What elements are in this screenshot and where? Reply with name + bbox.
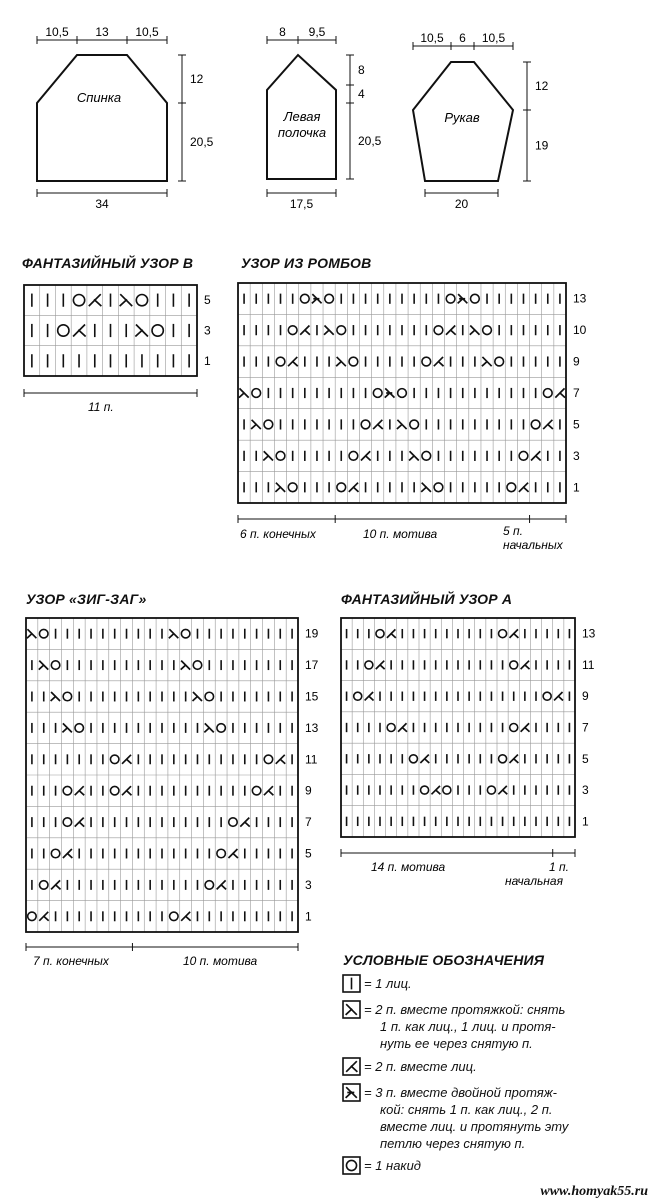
ssk-decrease (409, 451, 419, 460)
row-number: 11 (582, 657, 595, 672)
dimension-label: 19 (535, 138, 549, 153)
chart-b (24, 285, 211, 414)
k2tog-decrease (264, 786, 273, 795)
yarn-over (387, 723, 395, 731)
yarn-over (28, 912, 37, 921)
legend-text-line: = 1 накид (364, 1158, 421, 1173)
dimension-label: 20 (454, 197, 469, 211)
row-number: 1 (305, 909, 312, 924)
yarn-over (75, 724, 84, 733)
yarn-over (110, 786, 119, 795)
row-number: 3 (573, 448, 580, 463)
ssk-decrease (193, 692, 202, 701)
ssk-decrease (120, 294, 133, 306)
legend-text-line: = 1 лиц. (364, 976, 412, 991)
back-piece-outline (37, 55, 167, 181)
k2tog-decrease (434, 357, 444, 366)
ssk-decrease (470, 326, 480, 335)
row-number: 1 (573, 480, 580, 495)
row-number: 5 (573, 417, 580, 432)
legend-text-line: = 2 п. вместе лиц. (364, 1059, 477, 1074)
yarn-over (252, 786, 261, 795)
k2tog-decrease (521, 661, 530, 669)
dimension-label: 8 (279, 25, 286, 39)
row-number: 13 (573, 291, 587, 306)
k2tog-decrease (521, 723, 530, 731)
yarn-over (421, 786, 429, 794)
yarn-over (410, 420, 419, 429)
yarn-over (337, 483, 346, 492)
back-piece (37, 25, 214, 211)
yarn-over (376, 630, 384, 638)
stitch-count-label: 5 п. (503, 524, 523, 538)
dimension-label: 8 (358, 63, 365, 77)
yarn-over (499, 630, 507, 638)
row-number: 3 (582, 783, 589, 798)
yarn-over (409, 755, 417, 763)
yarn-over (483, 326, 492, 335)
ssk-decrease (135, 325, 148, 337)
chart-b-title: ФАНТАЗИЙНЫЙ УЗОР В (22, 255, 194, 271)
yarn-over (346, 1160, 356, 1170)
ssk-decrease (169, 629, 178, 638)
row-number: 1 (204, 353, 211, 368)
yarn-over (252, 389, 261, 398)
k2tog-decrease (240, 818, 249, 827)
ssk-decrease (251, 420, 261, 429)
legend-text-line: = 3 п. вместе двойной протяж- (364, 1085, 557, 1100)
yarn-over (229, 818, 238, 827)
k2tog-decrease (531, 451, 541, 460)
yarn-over (110, 755, 119, 764)
yarn-over (349, 451, 358, 460)
k2tog-decrease (73, 325, 86, 337)
k2tog-decrease (376, 661, 385, 669)
row-number: 17 (305, 658, 319, 673)
ssk-decrease (324, 326, 334, 335)
pattern-pieces (37, 25, 549, 211)
yarn-over (446, 294, 455, 303)
legend-symbol-box (343, 1157, 360, 1174)
k2tog-decrease (181, 912, 190, 921)
k2tog-decrease (431, 786, 440, 794)
row-number: 9 (582, 689, 589, 704)
yarn-over (495, 357, 504, 366)
k2tog-decrease (122, 755, 131, 764)
stitch-charts (24, 283, 596, 968)
chart-a-title: ФАНТАЗИЙНЫЙ УЗОР А (341, 591, 513, 607)
yarn-over (205, 881, 214, 890)
yarn-over (152, 325, 163, 336)
k2tog-decrease (398, 723, 407, 731)
row-number: 19 (305, 626, 319, 641)
chart-zig (26, 618, 319, 968)
legend-title: УСЛОВНЫЕ ОБОЗНАЧЕНИЯ (343, 952, 545, 968)
ssk-decrease (336, 357, 346, 366)
legend-symbols (343, 975, 360, 1174)
stitch-count-label: 11 п. (88, 400, 114, 414)
yarn-over (543, 389, 552, 398)
dimension-label: 12 (535, 79, 549, 93)
yarn-over (276, 357, 285, 366)
yarn-over (422, 451, 431, 460)
yarn-over (531, 420, 540, 429)
row-number: 13 (305, 720, 319, 735)
row-number: 15 (305, 689, 319, 704)
dimension-label: 10,5 (481, 31, 506, 45)
watermark: www.homyak55.ru (540, 1184, 648, 1199)
yarn-over (434, 483, 443, 492)
legend-text-line: 1 п. как лиц., 1 лиц. и протя- (380, 1019, 556, 1034)
k2tog-decrease (228, 849, 237, 858)
ssk-decrease (263, 451, 273, 460)
k2tog-decrease (39, 912, 48, 921)
chart-romb (238, 283, 587, 552)
dimension-label: 20,5 (358, 134, 382, 148)
yarn-over (510, 723, 518, 731)
dimension-label: 12 (190, 72, 204, 86)
yarn-over (471, 294, 480, 303)
stitch-count-label: 14 п. мотива (371, 860, 446, 874)
stitch-count-label: 6 п. конечных (240, 527, 316, 541)
row-number: 7 (573, 386, 580, 400)
k2tog-decrease (122, 786, 131, 795)
k2tog-decrease (519, 483, 529, 492)
k2tog-decrease (373, 420, 383, 429)
yarn-over (365, 661, 373, 669)
yarn-over (39, 629, 48, 638)
ssk-decrease (346, 1004, 357, 1015)
k2tog-decrease (63, 849, 72, 858)
dimension-label: 13 (95, 25, 109, 39)
k2tog-decrease (446, 326, 456, 335)
yarn-over (443, 786, 451, 794)
yarn-over (519, 451, 528, 460)
yarn-over (422, 357, 431, 366)
yarn-over (51, 849, 60, 858)
ssk-decrease (482, 357, 492, 366)
row-number: 13 (582, 626, 596, 641)
yarn-over (217, 849, 226, 858)
yarn-over (543, 692, 551, 700)
dimension-label: 34 (95, 197, 109, 211)
yarn-over (325, 294, 334, 303)
k2tog-decrease (509, 755, 518, 763)
yarn-over (337, 326, 346, 335)
yarn-over (354, 692, 362, 700)
row-number: 11 (305, 752, 318, 767)
yarn-over (288, 483, 297, 492)
k2tog-decrease (387, 629, 396, 637)
k2tog-decrease (361, 451, 371, 460)
yarn-over (63, 692, 72, 701)
k2tog-decrease (365, 692, 374, 700)
k2tog-decrease (349, 483, 359, 492)
k2tog-decrease (75, 818, 84, 827)
yarn-over (136, 295, 147, 306)
legend-text-line: нуть ее через снятую п. (380, 1036, 533, 1051)
piece-label: полочка (277, 125, 327, 140)
k2tog-decrease (554, 692, 563, 700)
ssk-decrease (204, 723, 213, 732)
k2tog-decrease (300, 326, 310, 335)
dimension-label: 10,5 (420, 31, 444, 45)
legend-text-line: вместе лиц. и протянуть эту (380, 1119, 569, 1134)
yarn-over (507, 483, 516, 492)
row-number: 5 (204, 293, 211, 308)
yarn-over (205, 692, 214, 701)
yarn-over (51, 661, 60, 670)
ssk-decrease (39, 661, 48, 670)
dimension-label: 9,5 (308, 25, 326, 39)
piece-label: Левая (283, 109, 321, 124)
yarn-over (373, 389, 382, 398)
ssk-decrease (181, 661, 190, 670)
k2tog-decrease (543, 420, 553, 429)
double-decrease (312, 294, 322, 303)
yarn-over (264, 755, 273, 764)
dimension-label: 20,5 (190, 135, 214, 149)
ssk-decrease (51, 692, 60, 701)
dimension-label: 10,5 (135, 25, 159, 39)
legend-text-line: петлю через снятую п. (380, 1136, 526, 1151)
yarn-over (288, 326, 297, 335)
chart-a (341, 618, 596, 888)
row-number: 7 (305, 815, 312, 830)
stitch-count-label: 10 п. мотива (183, 954, 258, 968)
yarn-over (264, 420, 273, 429)
row-number: 1 (582, 814, 589, 829)
stitch-count-label: 1 п. (549, 860, 569, 874)
yarn-over (217, 724, 226, 733)
yarn-over (398, 389, 407, 398)
ssk-decrease (397, 420, 407, 429)
k2tog-decrease (555, 388, 565, 397)
legend-text-line: кой: снять 1 п. как лиц., 2 п. (380, 1102, 553, 1117)
yarn-over (499, 755, 507, 763)
ssk-decrease (27, 629, 36, 638)
k2tog-decrease (89, 294, 102, 306)
yarn-over (193, 661, 202, 670)
k2tog-decrease (51, 880, 60, 889)
ssk-decrease (275, 483, 285, 492)
row-number: 10 (573, 323, 587, 338)
double-decrease (458, 294, 468, 303)
ssk-decrease (62, 723, 71, 732)
k2tog-decrease (498, 786, 507, 794)
piece-label: Рукав (444, 110, 480, 125)
dimension-label: 10,5 (45, 25, 69, 39)
yarn-over (181, 629, 190, 638)
chart-zig-title: УЗОР «ЗИГ-ЗАГ» (26, 591, 147, 607)
double-decrease (385, 388, 395, 397)
row-number: 5 (582, 751, 589, 766)
dimension-label: 6 (459, 31, 466, 45)
chart-romb-title: УЗОР ИЗ РОМБОВ (241, 255, 372, 271)
dimension-label: 4 (358, 87, 365, 101)
yarn-over (349, 357, 358, 366)
yarn-over (510, 661, 518, 669)
row-number: 9 (573, 354, 580, 369)
k2tog-decrease (276, 755, 285, 764)
yarn-over (63, 786, 72, 795)
stitch-count-label: начальная (505, 874, 563, 888)
yarn-over (276, 451, 285, 460)
stitch-count-label: 7 п. конечных (33, 954, 109, 968)
yarn-over (361, 420, 370, 429)
row-number: 7 (582, 720, 589, 735)
k2tog-decrease (75, 786, 84, 795)
yarn-over (434, 326, 443, 335)
yarn-over (73, 295, 84, 306)
piece-label: Спинка (76, 90, 122, 105)
yarn-over (63, 818, 72, 827)
row-number: 9 (305, 783, 312, 798)
legend-text-line: = 2 п. вместе протяжкой: снять (364, 1002, 566, 1017)
double-decrease (346, 1087, 357, 1098)
dimension-label: 17,5 (289, 197, 314, 211)
left-front-piece (267, 25, 382, 211)
k2tog-decrease (420, 755, 429, 763)
row-number: 3 (305, 877, 312, 892)
k2tog-decrease (509, 629, 518, 637)
yarn-over (300, 294, 309, 303)
row-number: 3 (204, 323, 211, 338)
k2tog-decrease (346, 1061, 357, 1072)
ssk-decrease (239, 388, 249, 397)
chart-border (238, 283, 566, 503)
yarn-over (487, 786, 495, 794)
yarn-over (58, 325, 69, 336)
sleeve-piece (413, 31, 549, 211)
stitch-count-label: начальных (503, 538, 563, 552)
row-number: 5 (305, 846, 312, 861)
ssk-decrease (421, 483, 431, 492)
k2tog-decrease (288, 357, 298, 366)
stitch-count-label: 10 п. мотива (363, 527, 438, 541)
yarn-over (170, 912, 179, 921)
yarn-over (39, 881, 48, 890)
k2tog-decrease (217, 880, 226, 889)
